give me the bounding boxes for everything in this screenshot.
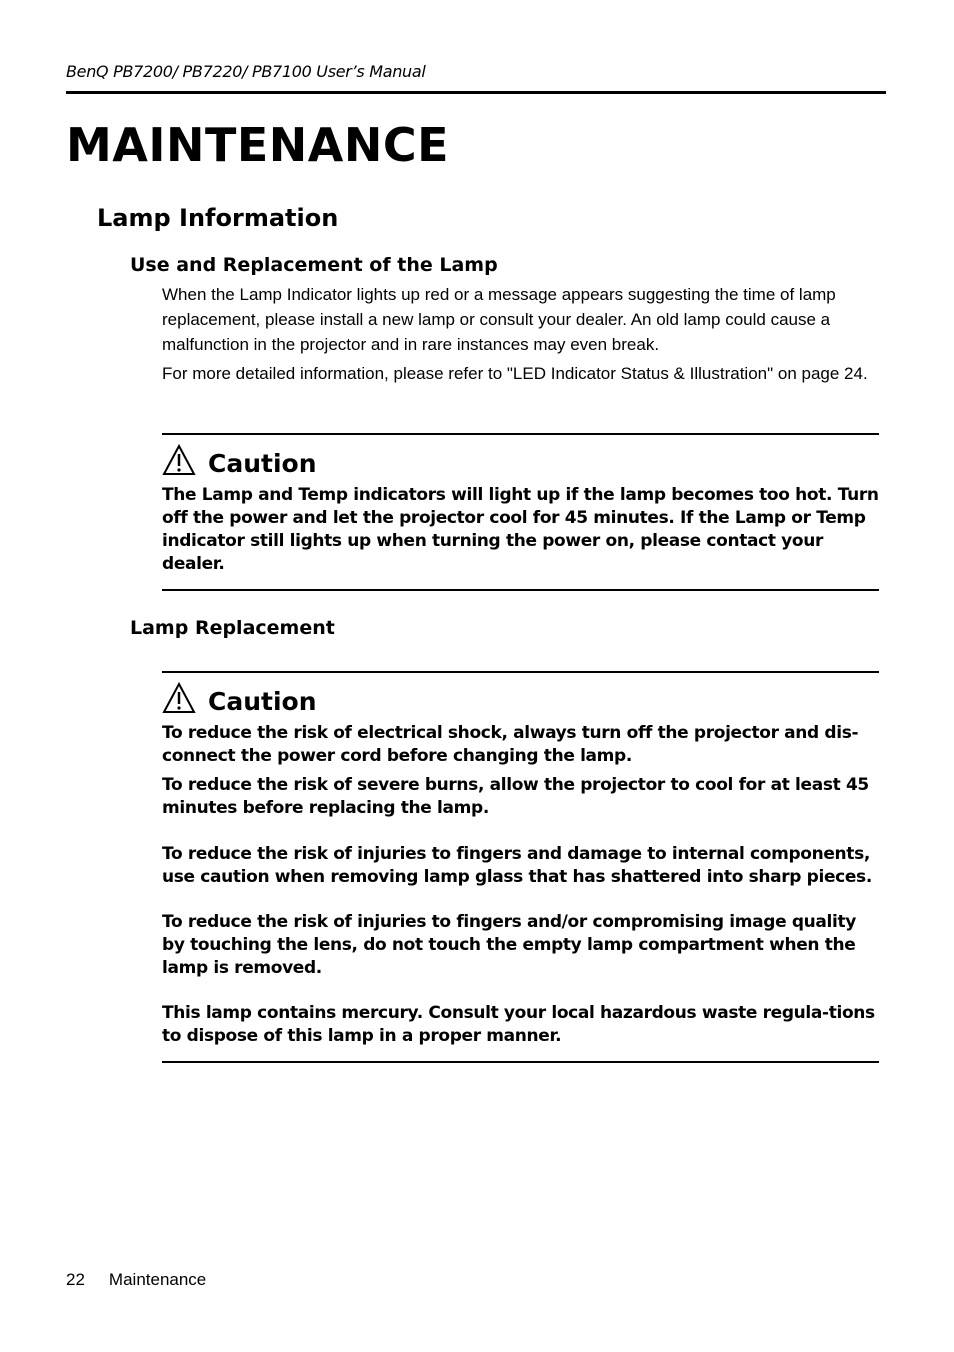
subheading-use-and-replacement: Use and Replacement of the Lamp (130, 254, 498, 276)
caution-bottom-rule (162, 589, 879, 591)
caution-label: Caution (208, 448, 317, 478)
subheading-lamp-replacement: Lamp Replacement (130, 617, 335, 639)
caution-paragraph: This lamp contains mercury. Consult your local hazardous waste regula-tions to dispose of this lamp in a proper manner. (162, 1003, 875, 1046)
warning-triangle-icon (162, 682, 196, 720)
warning-triangle-icon (162, 444, 196, 482)
caution-text (162, 911, 882, 980)
caution-text (162, 774, 882, 820)
caution-top-rule (162, 671, 879, 673)
caution-paragraph: To reduce the risk of injuries to fingers and damage to internal components, use caution when removing lamp glass that has shattered into sharp pieces. (162, 844, 872, 887)
caution-heading (162, 444, 317, 482)
page-title: MAINTENANCE (66, 118, 450, 172)
caution-paragraph: To reduce the risk of electrical shock, always turn off the projector and dis-connect the power cord before changing the lamp. (162, 723, 859, 766)
caution-paragraph: To reduce the risk of severe burns, allow the projector to cool for at least 45 minutes before replacing the lamp. (162, 775, 869, 818)
caution-top-rule (162, 433, 879, 435)
page-footer (66, 1270, 206, 1290)
body-paragraph: For more detailed information, please refer to "LED Indicator Status & Illustration" on page 24. (162, 364, 868, 383)
caution-text (162, 484, 882, 576)
running-header: BenQ PB7200/ PB7220/ PB7100 User’s Manual (66, 62, 426, 81)
caution-text (162, 1002, 882, 1048)
header-divider (66, 91, 886, 94)
footer-section-name: Maintenance (108, 1270, 207, 1289)
caution-heading (162, 682, 317, 720)
section-heading-lamp-information: Lamp Information (97, 204, 339, 232)
caution-bottom-rule (162, 1061, 879, 1063)
body-paragraph: When the Lamp Indicator lights up red or a message appears suggesting the time of lamp replacement, please install a new lamp or consult your dealer. An old lamp could cause a malfunction in the projector and in rare instances may even break. (162, 285, 836, 354)
caution-label: Caution (208, 686, 317, 716)
use-replacement-body (162, 282, 876, 390)
caution-text (162, 843, 882, 889)
page-number: 22 (66, 1270, 85, 1289)
caution-text (162, 722, 882, 768)
caution-paragraph: The Lamp and Temp indicators will light up if the lamp becomes too hot. Turn off the power and let the projector cool for 45 minutes. If the Lamp or Temp indicator still lights up when turning the power on, please contact your dealer. (162, 485, 879, 574)
caution-paragraph: To reduce the risk of injuries to fingers and/or compromising image quality by touching the lens, do not touch the empty lamp compartment when the lamp is removed. (162, 912, 856, 978)
